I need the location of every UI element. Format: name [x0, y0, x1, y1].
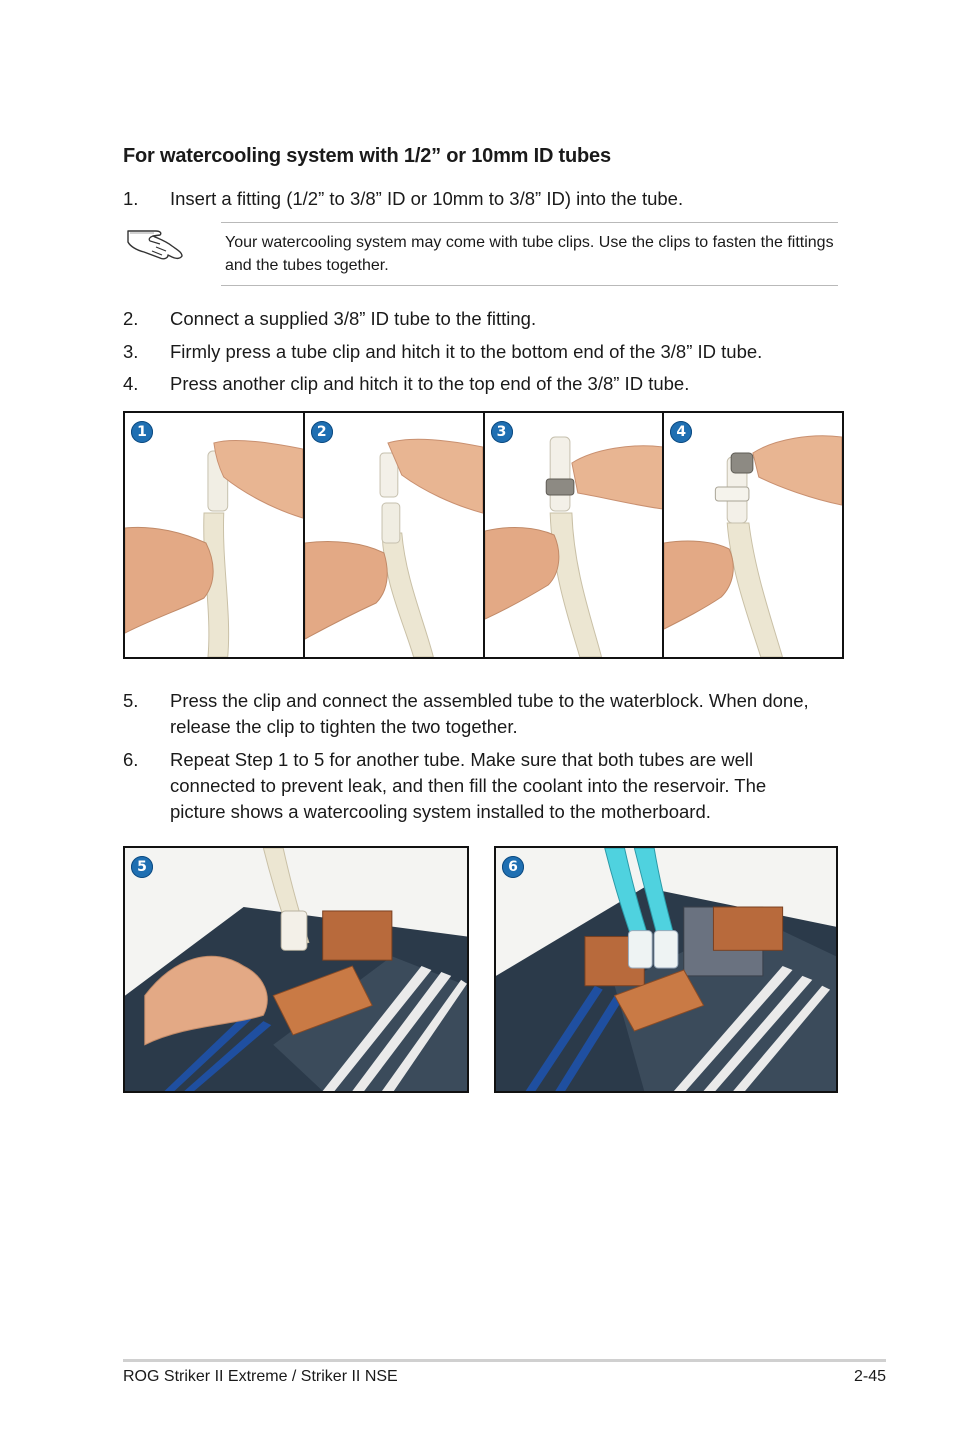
step-5	[123, 688, 823, 740]
step-badge: 3	[491, 421, 513, 443]
note-box	[123, 222, 838, 286]
step-number: 2.	[123, 308, 139, 329]
step-3	[123, 339, 823, 365]
step-badge: 2	[311, 421, 333, 443]
pointing-hand-icon	[126, 222, 184, 262]
photo-insert-fitting	[125, 413, 303, 657]
note-rule-bottom	[221, 285, 838, 286]
step-badge: 1	[131, 421, 153, 443]
photo-panel-2	[305, 413, 485, 657]
step-text: Press the clip and connect the assembled tube to the waterblock. When done, release the clip to tighten the two together.	[170, 690, 809, 737]
step-badge: 6	[502, 856, 524, 878]
step-2	[123, 306, 823, 332]
photo-panel-6	[494, 846, 838, 1093]
photo-panel-3	[485, 413, 665, 657]
step-badge: 4	[670, 421, 692, 443]
step-number: 5.	[123, 690, 139, 711]
photo-press-bottom-clip	[485, 413, 663, 657]
step-6	[123, 747, 823, 825]
section-heading: For watercooling system with 1/2” or 10mm ID tubes	[123, 145, 611, 167]
photo-panel-4	[664, 413, 842, 657]
step-text: Firmly press a tube clip and hitch it to the bottom end of the 3/8” ID tube.	[170, 341, 763, 362]
step-text: Repeat Step 1 to 5 for another tube. Make sure that both tubes are well connected to prevent leak, and then fill the coolant into the reservoir. The picture shows a watercooling system installed to the motherboard.	[170, 749, 767, 822]
photo-connect-waterblock	[125, 848, 467, 1091]
footer-title: ROG Striker II Extreme / Striker II NSE	[123, 1368, 398, 1385]
tube-assembly-photo-strip	[123, 411, 844, 659]
note-rule-top	[221, 222, 838, 223]
step-text: Insert a fitting (1/2” to 3/8” ID or 10mm to 3/8” ID) into the tube.	[170, 188, 684, 209]
footer-rule	[123, 1359, 886, 1362]
photo-installed-system	[496, 848, 836, 1091]
step-4	[123, 371, 823, 397]
step-number: 3.	[123, 341, 139, 362]
step-1	[123, 186, 823, 212]
page-number: 2-45	[853, 1368, 886, 1385]
photo-connect-tube	[305, 413, 483, 657]
step-badge: 5	[131, 856, 153, 878]
note-text: Your watercooling system may come with tube clips. Use the clips to fasten the fittings and the tubes together.	[225, 234, 834, 274]
step-text: Connect a supplied 3/8” ID tube to the fitting.	[170, 308, 537, 329]
step-text: Press another clip and hitch it to the top end of the 3/8” ID tube.	[170, 373, 690, 394]
step-number: 1.	[123, 188, 139, 209]
photo-press-top-clip	[664, 413, 842, 657]
step-number: 6.	[123, 749, 139, 770]
photo-panel-5	[123, 846, 469, 1093]
step-number: 4.	[123, 373, 139, 394]
photo-panel-1	[125, 413, 305, 657]
